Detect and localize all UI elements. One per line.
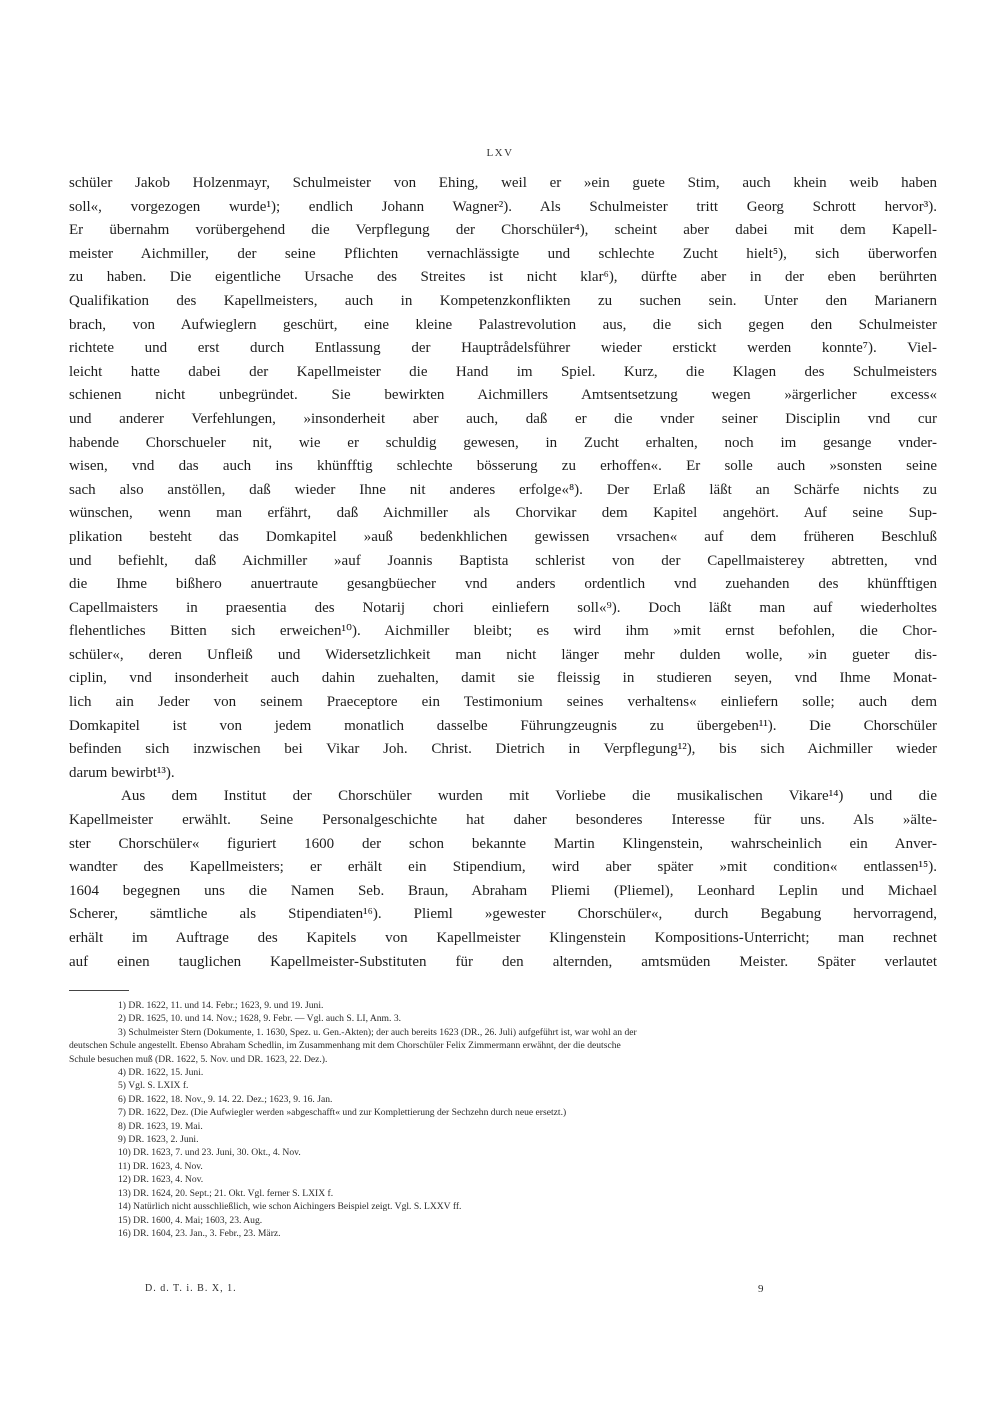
footnote-divider xyxy=(69,990,129,991)
footnote: 10) DR. 1623, 7. und 23. Juni, 30. Okt., 4. Nov. xyxy=(118,1147,301,1159)
text-line: schienen nicht unbegründet. Sie bewirkten Aichmillers Amtsentsetzung wegen »ärgerlicher excess« xyxy=(69,387,937,404)
text-line: ciplin, vnd insonderheit auch dahin zuehalten, damit sie fleissig in studieren seyen, vnd Ihme Monat- xyxy=(69,670,937,687)
text-line: flehentliches Bitten sich erweichen¹⁰). Aichmiller bleibt; es wird ihm »mit ernst befohlen, die Chor- xyxy=(69,623,937,640)
text-line: plikation besteht das Domkapitel »auß bedenkhlichen gewissen vrsachen« auf dem früheren Beschluß xyxy=(69,528,937,545)
footnote: 2) DR. 1625, 10. und 14. Nov.; 1628, 9. Febr. — Vgl. auch S. LI, Anm. 3. xyxy=(118,1013,402,1025)
text-line: ster Chorschüler« figuriert 1600 der schon bekannte Martin Klingenstein, wahrscheinlich ein Anver- xyxy=(69,835,937,852)
footnote: 14) Natürlich nicht ausschließlich, wie schon Aichingers Beispiel zeigt. Vgl. S. LXXV ff. xyxy=(118,1201,462,1213)
footnote-continuation: Schule besuchen muß (DR. 1622, 5. Nov. und DR. 1623, 22. Dez.). xyxy=(69,1053,328,1065)
text-line: meister Aichmiller, der seine Pflichten vernachlässigte und schlechte Zucht hielt⁵), sich überworfen xyxy=(69,245,937,262)
main-text xyxy=(69,172,937,974)
text-line: zu haben. Die eigentliche Ursache des Streites ist nicht klar⁶), dürfte aber in der eben berührten xyxy=(69,269,937,286)
text-line: richtete und erst durch Entlassung der Hauptrådelsführer wieder erstickt werden konnte⁷). Viel- xyxy=(69,340,937,357)
text-line: Er übernahm vorübergehend die Verpflegung der Chorschüler⁴), scheint aber dabei mit dem Kapell- xyxy=(69,222,937,239)
text-line: wandter des Kapellmeisters; er erhält ein Stipendium, wird aber später »mit condition« entlassen¹⁵). xyxy=(69,859,937,876)
footnote: 3) Schulmeister Stern (Dokumente, 1. 1630, Spez. u. Gen.-Akten); der auch bereits 1623 (DR., 26. Juli) aufgeführt ist, war wohl an der xyxy=(118,1026,637,1038)
text-line: wünschen, wenn man erfährt, daß Aichmiller als Chorvikar dem Kapitel angehört. Auf seine Sup- xyxy=(69,505,937,522)
text-line: habende Chorschueler nit, wie er schuldig gewesen, in Zucht erhalten, noch im gesange vnder- xyxy=(69,434,937,451)
text-line: 1604 begegnen uns die Namen Seb. Braun, Abraham Pliemi (Pliemel), Leonhard Leplin und Michael xyxy=(69,882,937,899)
sheet-number: 9 xyxy=(758,1283,764,1295)
text-line: wisen, vnd das auch ins khünfftig schlechte bösserung zu erhoffen«. Er solle auch »sonsten seine xyxy=(69,458,937,475)
text-line: soll«, vorgezogen wurde¹); endlich Johann Wagner²). Als Schulmeister tritt Georg Schrott hervor³). xyxy=(69,198,937,215)
footnote: 9) DR. 1623, 2. Juni. xyxy=(118,1134,199,1146)
footnote: 8) DR. 1623, 19. Mai. xyxy=(118,1120,203,1132)
text-line: Scherer, sämtliche als Stipendiaten¹⁶). Plieml »gewester Chorschüler«, durch Begabung hervorragend, xyxy=(69,906,937,923)
footnote: 5) Vgl. S. LXIX f. xyxy=(118,1080,189,1092)
footnote: 16) DR. 1604, 23. Jan., 3. Febr., 23. März. xyxy=(118,1227,281,1239)
text-line: schüler Jakob Holzenmayr, Schulmeister von Ehing, weil er »ein guete Stim, auch khein weib haben xyxy=(69,175,937,191)
footnote-continuation: deutschen Schule angestellt. Ebenso Abraham Schedlin, im Zusammenhang mit dem Chorschüler Felix Zimmermann erwähnt, der die deutsche xyxy=(69,1040,621,1052)
text-line: und befiehlt, daß Aichmiller »auf Joannis Baptista schlerist von der Capellmaisterey abtretten, vnd xyxy=(69,552,937,569)
text-line: lich ain Jeder von seinem Praeceptore ein Testimonium seines verhaltens« einliefern solle; auch dem xyxy=(69,694,937,711)
footnote: 12) DR. 1623, 4. Nov. xyxy=(118,1174,204,1186)
footnote: 13) DR. 1624, 20. Sept.; 21. Okt. Vgl. ferner S. LXIX f. xyxy=(118,1187,334,1199)
text-line: Qualifikation des Kapellmeisters, auch in Kompetenzkonflikten zu suchen sein. Unter den Marianern xyxy=(69,292,937,309)
text-line: und anderer Verfehlungen, »insonderheit aber auch, daß er die vnder seiner Disciplin vnd cur xyxy=(69,410,937,427)
text-line: erhält im Auftrage des Kapitels von Kapellmeister Klingenstein Kompositions-Unterricht; man rechnet xyxy=(69,930,937,946)
text-line: Capellmaisters in praesentia des Notarij chori einliefern soll«⁹). Doch läßt man auf wiederholtes xyxy=(69,599,937,616)
footnote: 11) DR. 1623, 4. Nov. xyxy=(118,1160,203,1172)
footnote: 6) DR. 1622, 18. Nov., 9. 14. 22. Dez.; 1623, 9. 16. Jan. xyxy=(118,1093,333,1105)
text-line: befinden sich inzwischen bei Vikar Joh. Christ. Dietrich in Verpflegung¹²), bis sich Aichmiller wieder xyxy=(69,741,937,758)
text-line: auf einen tauglichen Kapellmeister-Substituten für den alternden, amtsmüden Meister. Später verlautet xyxy=(69,953,937,970)
signature-mark: D. d. T. i. B. X, 1. xyxy=(145,1283,237,1294)
text-line: Kapellmeister erwählt. Seine Personalgeschichte hat daher besonderes Interesse für uns. Als »älte- xyxy=(69,812,937,829)
footnote: 1) DR. 1622, 11. und 14. Febr.; 1623, 9. und 19. Juni. xyxy=(118,1000,324,1011)
footnote: 15) DR. 1600, 4. Mai; 1603, 23. Aug. xyxy=(118,1214,263,1226)
text-line: leicht hatte dabei der Kapellmeister die Hand im Spiel. Kurz, die Klagen des Schulmeisters xyxy=(69,363,937,380)
text-line: schüler«, deren Unfleiß und Widersetzlichkeit man nicht länger mehr dulden wolle, »in gueter dis- xyxy=(69,646,937,663)
footnote: 7) DR. 1622, Dez. (Die Aufwiegler werden »abgeschafft« und zur Komplettierung der Sechzehn durch neue ersetzt.) xyxy=(118,1107,567,1119)
text-line: brach, von Aufwieglern geschürt, eine kleine Palastrevolution aus, die sich gegen den Schulmeister xyxy=(69,316,937,333)
page-number: LXV xyxy=(486,147,514,159)
text-line: darum bewirbt¹³). xyxy=(69,764,175,781)
text-line: sach also anstöllen, daß wieder Ihne nit anderes erfolge«⁸). Der Erlaß läßt an Schärfe nichts zu xyxy=(69,481,937,498)
text-line: die Ihme bißhero anuertraute gesangbüecher vnd anders ordentlich vnd zuehanden des khünfftigen xyxy=(69,576,937,593)
text-line: Domkapitel ist von jedem monatlich dasselbe Führungzeugnis zu übergeben¹¹). Die Chorschüler xyxy=(69,717,937,734)
footnotes xyxy=(69,999,937,1240)
text-line: Aus dem Institut der Chorschüler wurden mit Vorliebe die musikalischen Vikare¹⁴) und die xyxy=(121,788,937,805)
footnote: 4) DR. 1622, 15. Juni. xyxy=(118,1067,204,1079)
